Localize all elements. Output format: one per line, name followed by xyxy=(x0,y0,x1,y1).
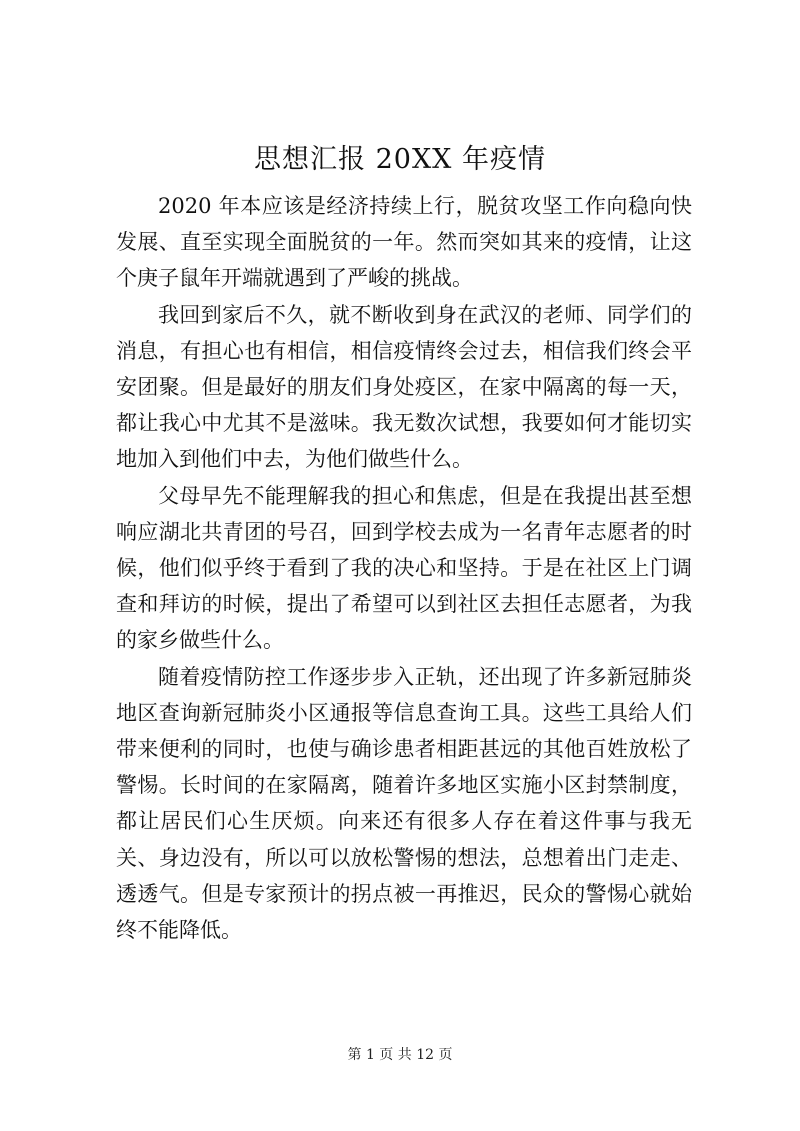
document-title: 思想汇报 20XX 年疫情 xyxy=(254,144,546,175)
paragraph-3: 父母早先不能理解我的担心和焦虑，但是在我提出甚至想响应湖北共青团的号召，回到学校去成为一名青年志愿者的时候，他们似乎终于看到了我的决心和坚持。于是在社区上门调查和拜访的时候，提出了希望可以到社区去担任志愿者，为我的家乡做些什么。 xyxy=(116,483,692,653)
paragraph-4: 随着疫情防控工作逐步步入正轨，还出现了许多新冠肺炎地区查询新冠肺炎小区通报等信息查询工具。这些工具给人们带来便利的同时，也使与确诊患者相距甚远的其他百姓放松了警惕。长时间的在家隔离，随着许多地区实施小区封禁制度，都让居民们心生厌烦。向来还有很多人存在着这件事与我无关、身边没有，所以可以放松警惕的想法，总想着出门走走、透透气。但是专家预计的拐点被一再推迟，民众的警惕心就始终不能降低。 xyxy=(116,664,692,943)
document-body xyxy=(116,188,692,948)
page-footer: 第 1 页 共 12 页 xyxy=(347,1047,453,1063)
paragraph-1: 2020 年本应该是经济持续上行，脱贫攻坚工作向稳向快发展、直至实现全面脱贫的一年。然而突如其来的疫情，让这个庚子鼠年开端就遇到了严峻的挑战。 xyxy=(116,194,692,291)
paragraph-2: 我回到家后不久，就不断收到身在武汉的老师、同学们的消息，有担心也有相信，相信疫情终会过去，相信我们终会平安团聚。但是最好的朋友们身处疫区，在家中隔离的每一天，都让我心中尤其不是滋味。我无数次试想，我要如何才能切实地加入到他们中去，为他们做些什么。 xyxy=(116,302,692,472)
